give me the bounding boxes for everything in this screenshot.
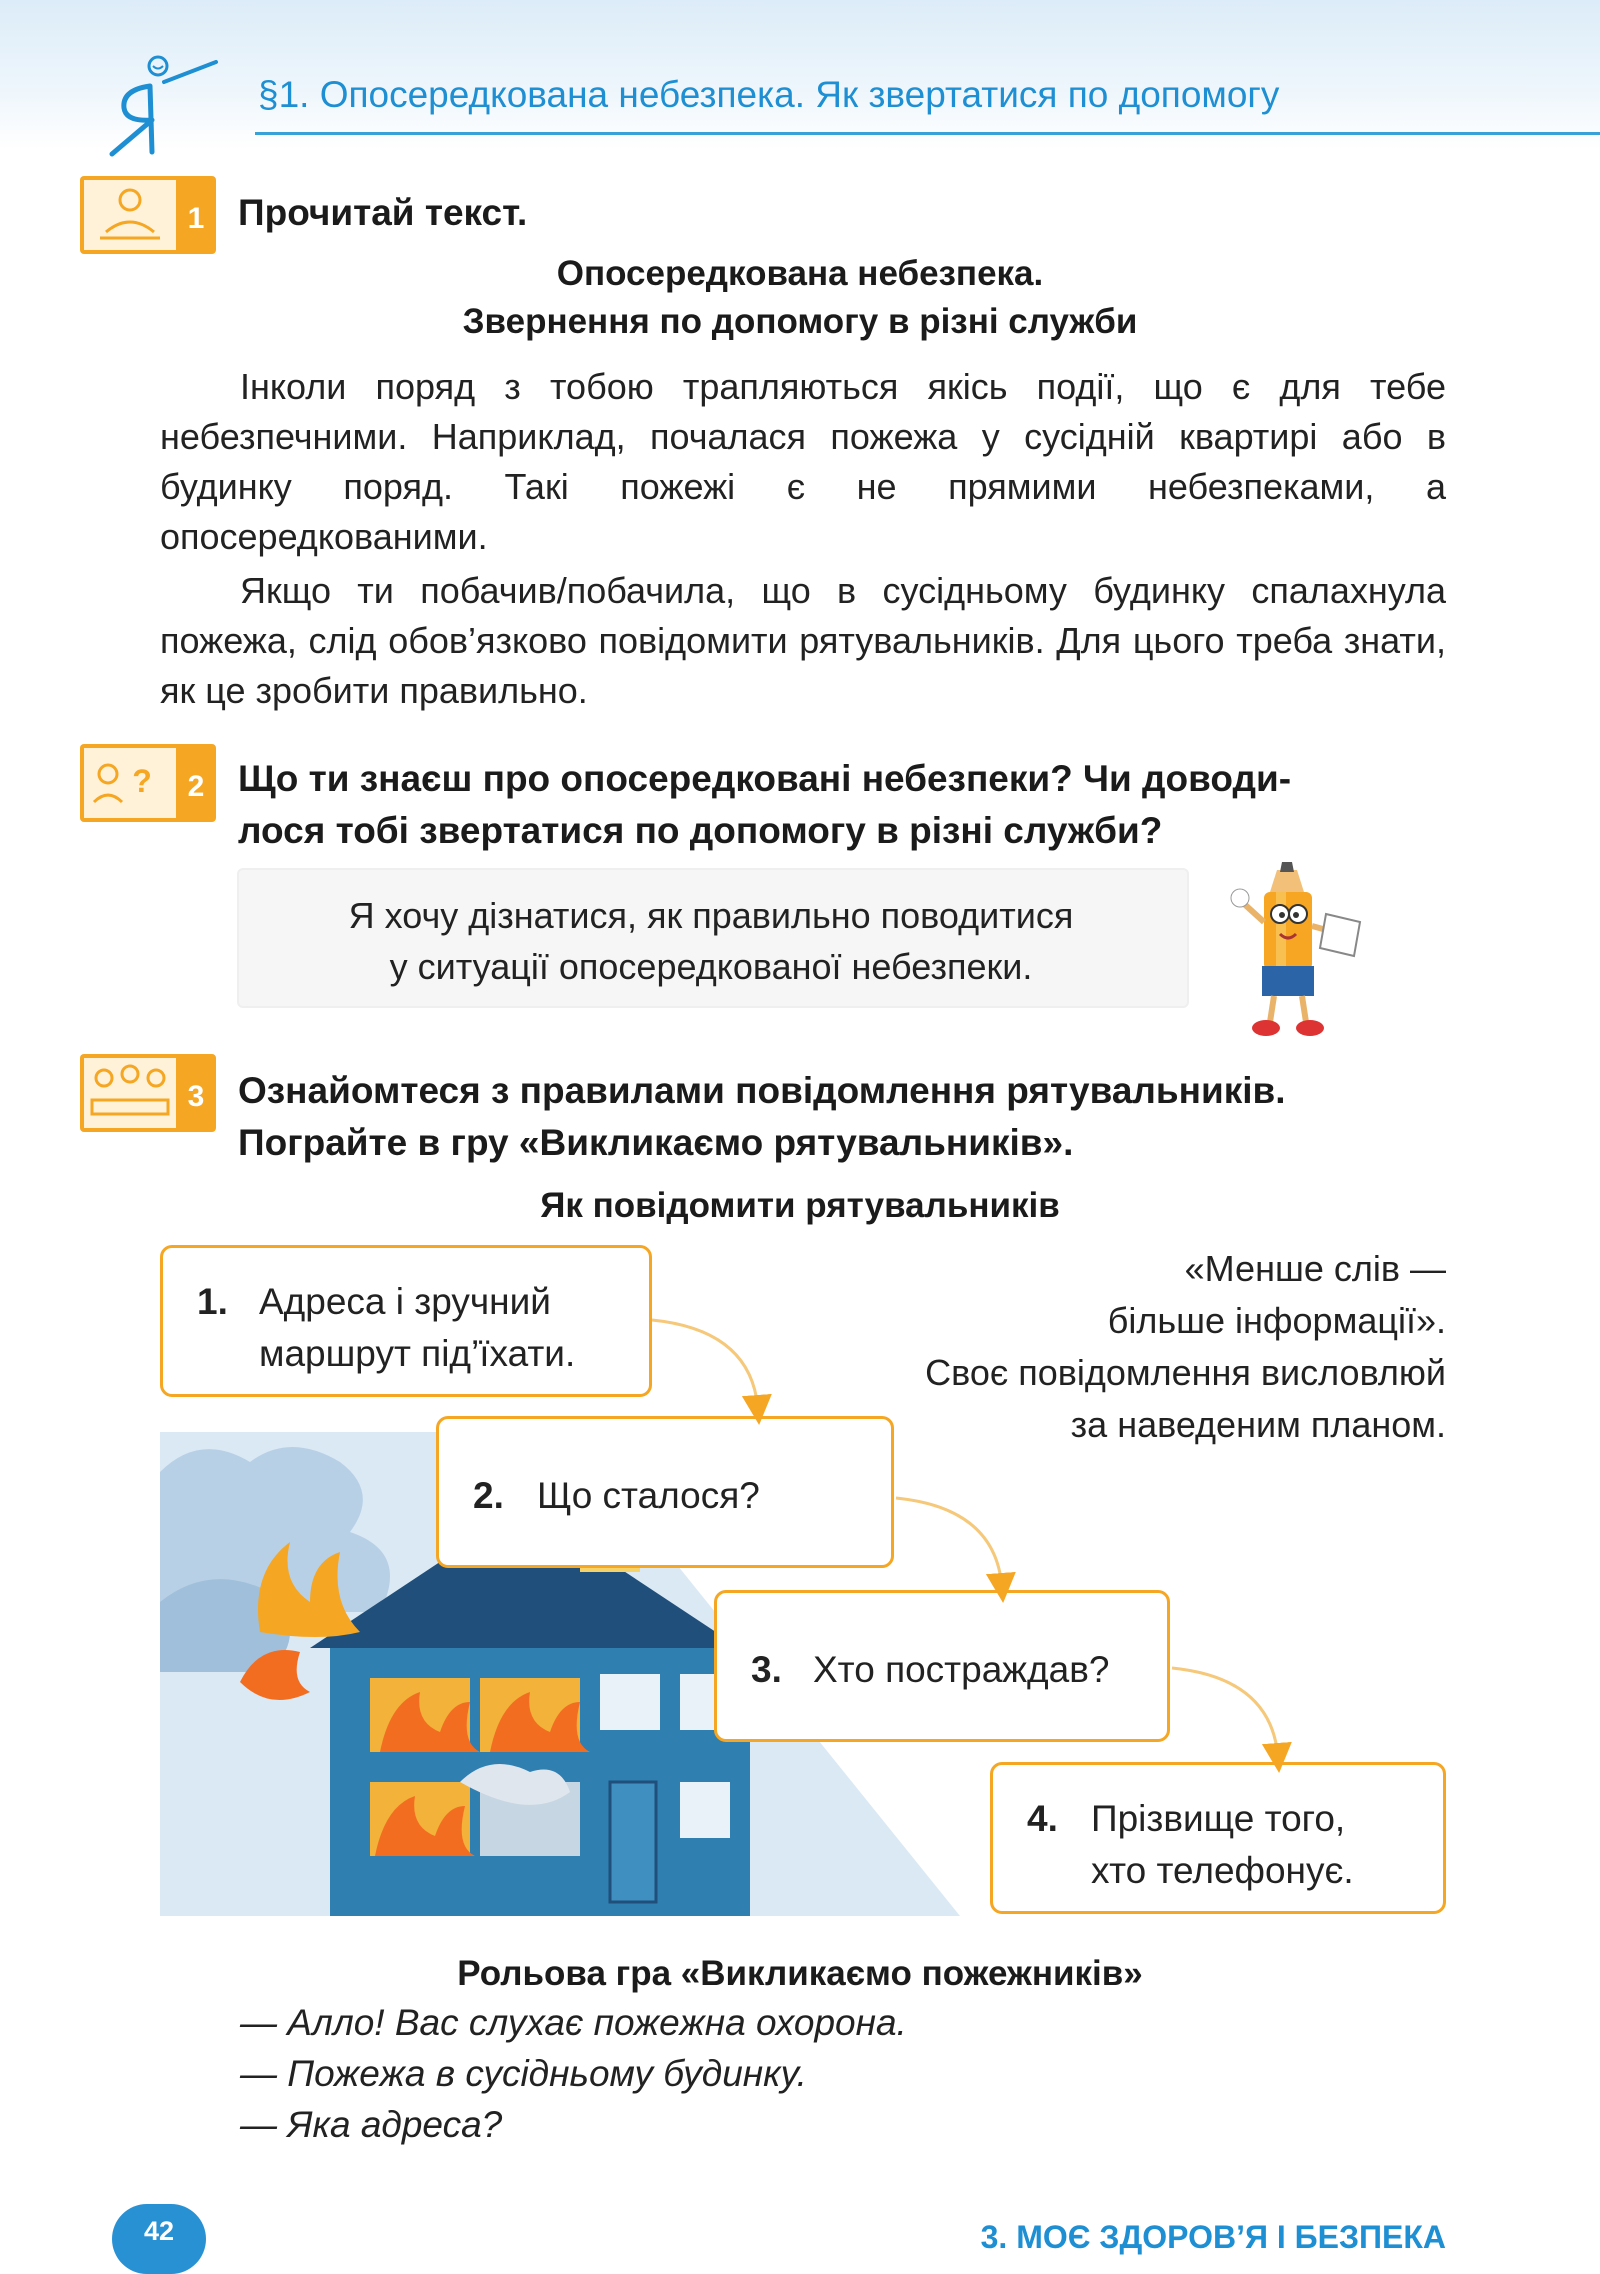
task2-question-line1: Що ти знаєш про опосередковані небезпеки? Чи доводи-: [238, 758, 1292, 799]
note-line2: більше інформації».: [1107, 1300, 1446, 1341]
svg-text:1: 1: [187, 202, 205, 235]
step-1-line1: Адреса і зручний: [259, 1281, 551, 1322]
svg-text:2: 2: [187, 770, 205, 803]
step-3-box: [714, 1590, 1170, 1742]
step-4-box: [990, 1762, 1446, 1914]
roleplay-line-1: — Алло! Вас слухає пожежна охорона.: [240, 2002, 907, 2043]
roleplay-line-2: — Пожежа в сусідньому будинку.: [240, 2053, 807, 2094]
note-line4: за наведеним планом.: [1070, 1404, 1446, 1445]
page-title: §1. Опосередкована небезпека. Як звертатися по допомогу: [258, 74, 1280, 115]
roleplay-line-3: — Яка адреса?: [240, 2104, 503, 2145]
task3-instruction-line1: Ознайомтеся з правилами повідомлення рятувальників.: [238, 1070, 1286, 1111]
header-rule: [255, 132, 1600, 135]
step-4-line1: Прізвище того,: [1091, 1798, 1346, 1839]
bubble-line1: Я хочу дізнатися, як правильно поводитися: [348, 895, 1074, 936]
pencil-mascot-icon: [1222, 862, 1372, 1042]
task2-question-line2: лося тобі звертатися по допомогу в різні служби?: [238, 810, 1163, 851]
page-number: 42: [112, 2204, 206, 2274]
step-4-number: 4.: [1027, 1798, 1058, 1839]
step-3-line1: Хто постраждав?: [813, 1649, 1110, 1690]
text-title-line2: Звернення по допомогу в різні служби: [462, 302, 1138, 341]
svg-text:3: 3: [187, 1080, 205, 1113]
note-line3: Своє повідомлення висловлюй: [925, 1352, 1446, 1393]
section-title: 3. МОЄ ЗДОРОВ’Я І БЕЗПЕКА: [980, 2219, 1446, 2255]
stick-figure-logo-icon: [98, 52, 228, 162]
step-3-number: 3.: [751, 1649, 782, 1690]
note-line1: «Менше слів —: [1184, 1248, 1446, 1289]
task-group-icon: [80, 1054, 216, 1132]
step-2-line1: Що сталося?: [537, 1475, 760, 1516]
step-1-line2: маршрут під’їхати.: [259, 1333, 576, 1374]
thought-bubble-text: [237, 890, 1185, 992]
paragraph-1: Інколи поряд з тобою трапляються якісь події, що є для тебе небезпечними. Наприклад, почалася пожежа у сусідній квартирі або в будинку поряд. Такі пожежі є не прямими небезпеками, а опосередкованими.: [160, 366, 1446, 557]
step-2-box: [436, 1416, 894, 1568]
step-1-number: 1.: [197, 1281, 228, 1322]
text-title-line1: Опосередкована небезпека.: [556, 254, 1044, 293]
paragraph-2: Якщо ти побачив/побачила, що в сусідньому будинку спалахнула пожежа, слід обов’язково повідомити рятувальників. Для цього треба знати, як це зробити правильно.: [160, 570, 1446, 711]
task1-instruction: Прочитай текст.: [238, 192, 528, 233]
roleplay-title: Рольова гра «Викликаємо пожежників»: [457, 1954, 1143, 1993]
bubble-line2: у ситуації опосередкованої небезпеки.: [389, 946, 1033, 987]
step-1-box: [160, 1245, 652, 1397]
task-think-icon: [80, 744, 216, 822]
task3-instruction-line2: Пограйте в гру «Викликаємо рятувальників».: [238, 1122, 1074, 1163]
step-4-line2: хто телефонує.: [1091, 1850, 1354, 1891]
step-2-number: 2.: [473, 1475, 504, 1516]
task-read-icon: [80, 176, 216, 254]
task3-subtitle: Як повідомити рятувальників: [540, 1186, 1060, 1225]
svg-text:?: ?: [132, 763, 152, 799]
